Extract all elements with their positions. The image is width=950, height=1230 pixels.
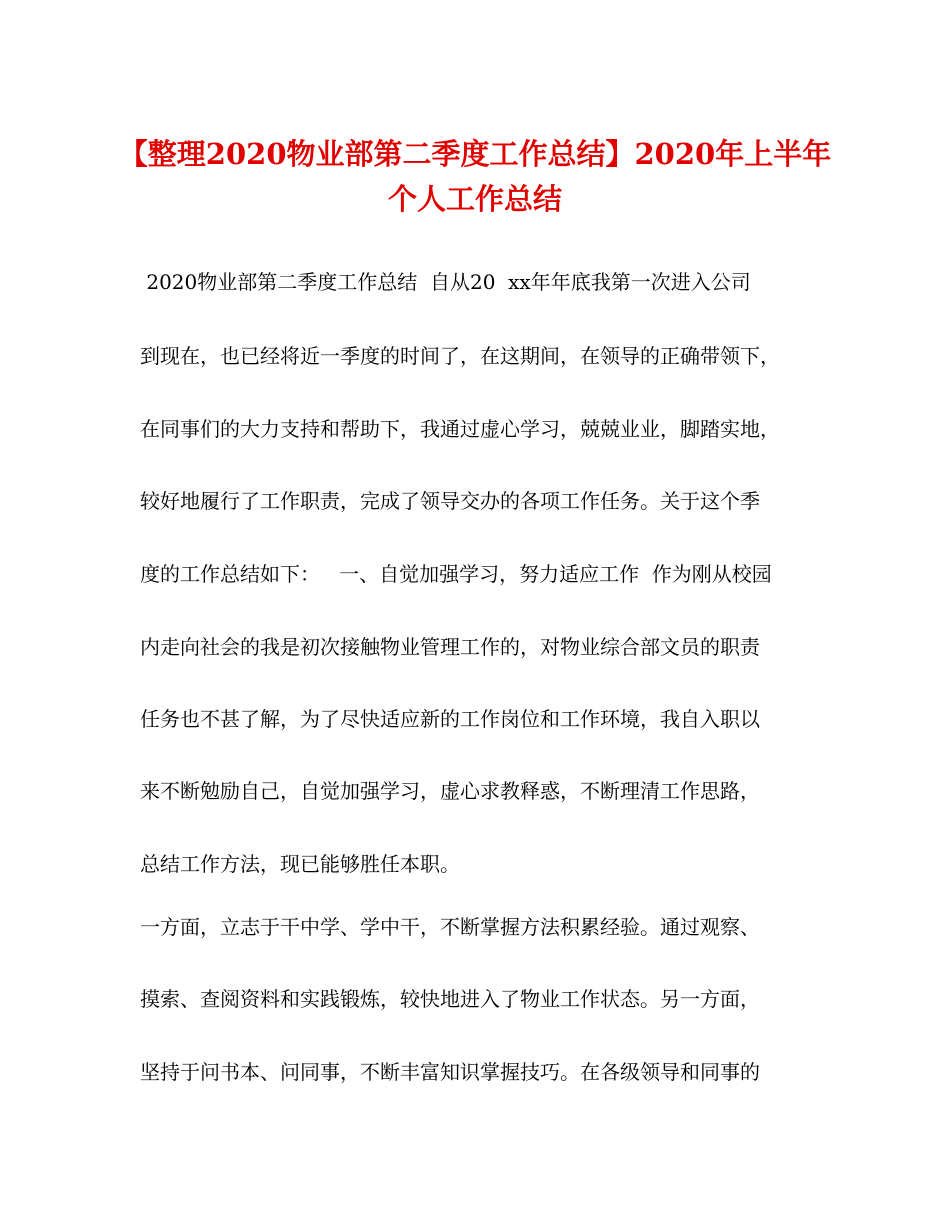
body-line-9: 总结工作方法，现已能够胜任本职。 xyxy=(140,852,460,876)
body-line-1: 2020物业部第二季度工作总结 自从20 xx年年底我第一次进入公司 xyxy=(140,270,751,294)
body-line-3: 在同事们的大力支持和帮助下，我通过虚心学习，兢兢业业，脚踏实地， xyxy=(140,417,780,441)
body-line-2: 到现在，也已经将近一季度的时间了，在这期间，在领导的正确带领下， xyxy=(140,344,780,368)
document-title-line-2: 个人工作总结 xyxy=(387,182,562,216)
body-line-12: 坚持于问书本、问同事，不断丰富知识掌握技巧。在各级领导和同事的 xyxy=(140,1060,760,1084)
body-line-7: 任务也不甚了解，为了尽快适应新的工作岗位和工作环境，我自入职以 xyxy=(140,707,760,731)
body-line-10: 一方面，立志于干中学、学中干，不断掌握方法积累经验。通过观察、 xyxy=(140,915,760,939)
body-line-11: 摸索、查阅资料和实践锻炼，较快地进入了物业工作状态。另一方面， xyxy=(140,987,760,1011)
document-title-line-1: 【整理2020物业部第二季度工作总结】2020年上半年 xyxy=(118,137,832,171)
body-line-5: 度的工作总结如下： 一、自觉加强学习，努力适应工作 作为刚从校园 xyxy=(140,562,772,586)
body-line-6: 内走向社会的我是初次接触物业管理工作的，对物业综合部文员的职责 xyxy=(140,635,760,659)
body-line-8: 来不断勉励自己，自觉加强学习，虚心求教释惑，不断理清工作思路， xyxy=(140,779,760,803)
body-line-4: 较好地履行了工作职责，完成了领导交办的各项工作任务。关于这个季 xyxy=(140,489,760,513)
